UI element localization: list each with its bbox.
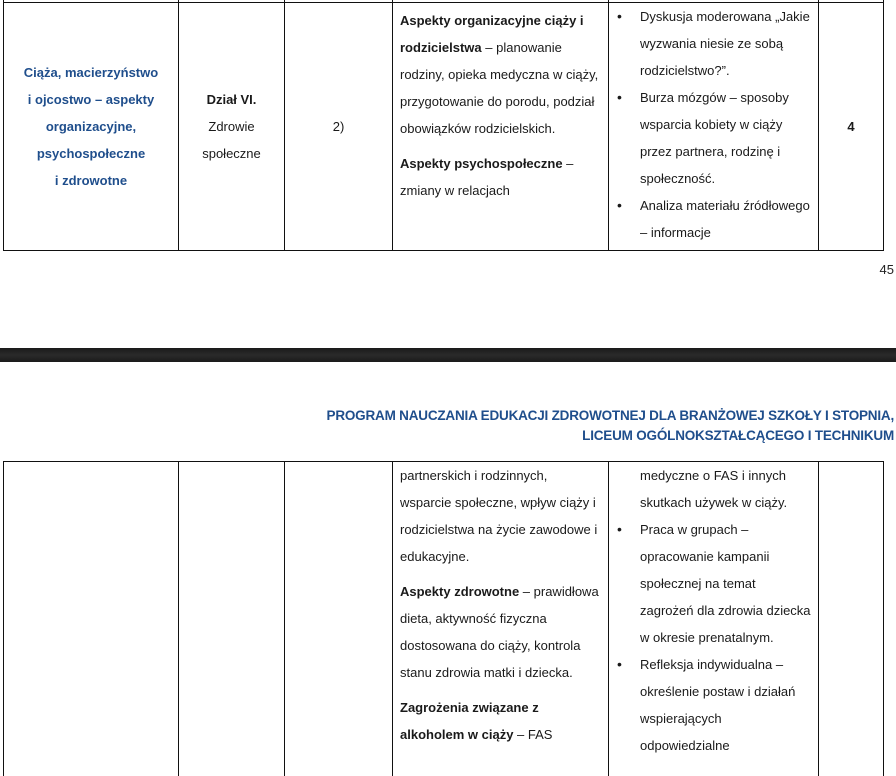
method-item-continued: medyczne o FAS i innych skutkach używek w ciąży.: [640, 468, 788, 510]
methods-list: [609, 462, 812, 759]
content-heading: Zagrożenia związane z alkoholem w ciąży: [400, 700, 539, 742]
item-number-cell: [285, 3, 393, 251]
content-text: – FAS: [513, 727, 553, 742]
section-cell: [179, 462, 285, 776]
content-paragraph: [400, 7, 600, 142]
header-line: PROGRAM NAUCZANIA EDUKACJI ZDROWOTNEJ DLA BRANŻOWEJ SZKOŁY I STOPNIA,: [326, 408, 894, 423]
topic-line: Ciąża, macierzyństwo: [23, 65, 159, 80]
methods-cell: [609, 3, 819, 251]
topic-line: psychospołeczne: [36, 146, 146, 161]
topic-line: organizacyjne,: [45, 119, 137, 134]
method-item: • Analiza materiału źródłowego – informacje: [609, 192, 812, 246]
curriculum-table-continued: [3, 461, 884, 776]
content-cell: [393, 462, 609, 776]
content-text: – prawidłowa dieta, aktywność fizyczna dostosowana do ciąży, kontrola stanu zdrowia matki i dziecka.: [400, 584, 599, 680]
item-number: 2): [332, 119, 345, 134]
page-separator: [0, 348, 896, 362]
content-heading: Aspekty psychospołeczne: [400, 156, 563, 171]
topic-cell: [4, 462, 179, 776]
topic-line: i zdrowotne: [54, 173, 128, 188]
section-name-line: Zdrowie: [208, 119, 255, 134]
methods-cell: [609, 462, 819, 776]
curriculum-table: [3, 0, 884, 251]
content-paragraph: [400, 694, 600, 748]
section-name-line: społeczne: [202, 146, 261, 161]
content-text: – planowanie rodziny, opieka medyczna w ciąży, przygotowanie do porodu, podział obowiązków rodzicielskich.: [400, 40, 599, 136]
topic-line: i ojcostwo – aspekty: [27, 92, 155, 107]
hours-cell: [819, 3, 884, 251]
hours-cell: [819, 462, 884, 776]
content-paragraph: [400, 462, 600, 570]
content-text: – zmiany w relacjach: [400, 156, 574, 198]
section-title: Dział VI.: [206, 92, 257, 107]
header-line: LICEUM OGÓLNOKSZTAŁCĄCEGO I TECHNIKUM: [582, 428, 894, 443]
content-cell: [393, 3, 609, 251]
content-heading: Aspekty zdrowotne: [400, 584, 520, 599]
content-text: partnerskich i rodzinnych, wsparcie społeczne, wpływ ciąży i rodzicielstwa na życie zawodowe i edukacyjne.: [400, 468, 598, 564]
document-page-46: [0, 362, 896, 776]
page-number: 45: [879, 262, 894, 277]
topic-cell: [4, 3, 179, 251]
table-row: [4, 462, 884, 776]
section-cell: [179, 3, 285, 251]
table-row: [4, 3, 884, 251]
methods-list: [609, 3, 812, 246]
content-heading: Aspekty organizacyjne ciąży i rodzicielstwa: [400, 13, 584, 55]
content-paragraph: [400, 150, 600, 204]
document-page-45: [0, 0, 896, 348]
item-number-cell: [285, 462, 393, 776]
method-item: • Refleksja indywidualna – określenie postaw i działań wspierających odpowiedzialne: [609, 651, 812, 759]
hours-value: 4: [847, 119, 855, 134]
method-item: • Dyskusja moderowana „Jakie wyzwania niesie ze sobą rodzicielstwo?”.: [609, 3, 812, 84]
method-item: • Burza mózgów – sposoby wsparcia kobiety w ciąży przez partnera, rodzinę i społeczność.: [609, 84, 812, 192]
method-item: • Praca w grupach – opracowanie kampanii społecznej na temat zagrożeń dla zdrowia dziecka w okresie prenatalnym.: [609, 516, 812, 651]
content-paragraph: [400, 578, 600, 686]
running-header: [327, 406, 894, 446]
